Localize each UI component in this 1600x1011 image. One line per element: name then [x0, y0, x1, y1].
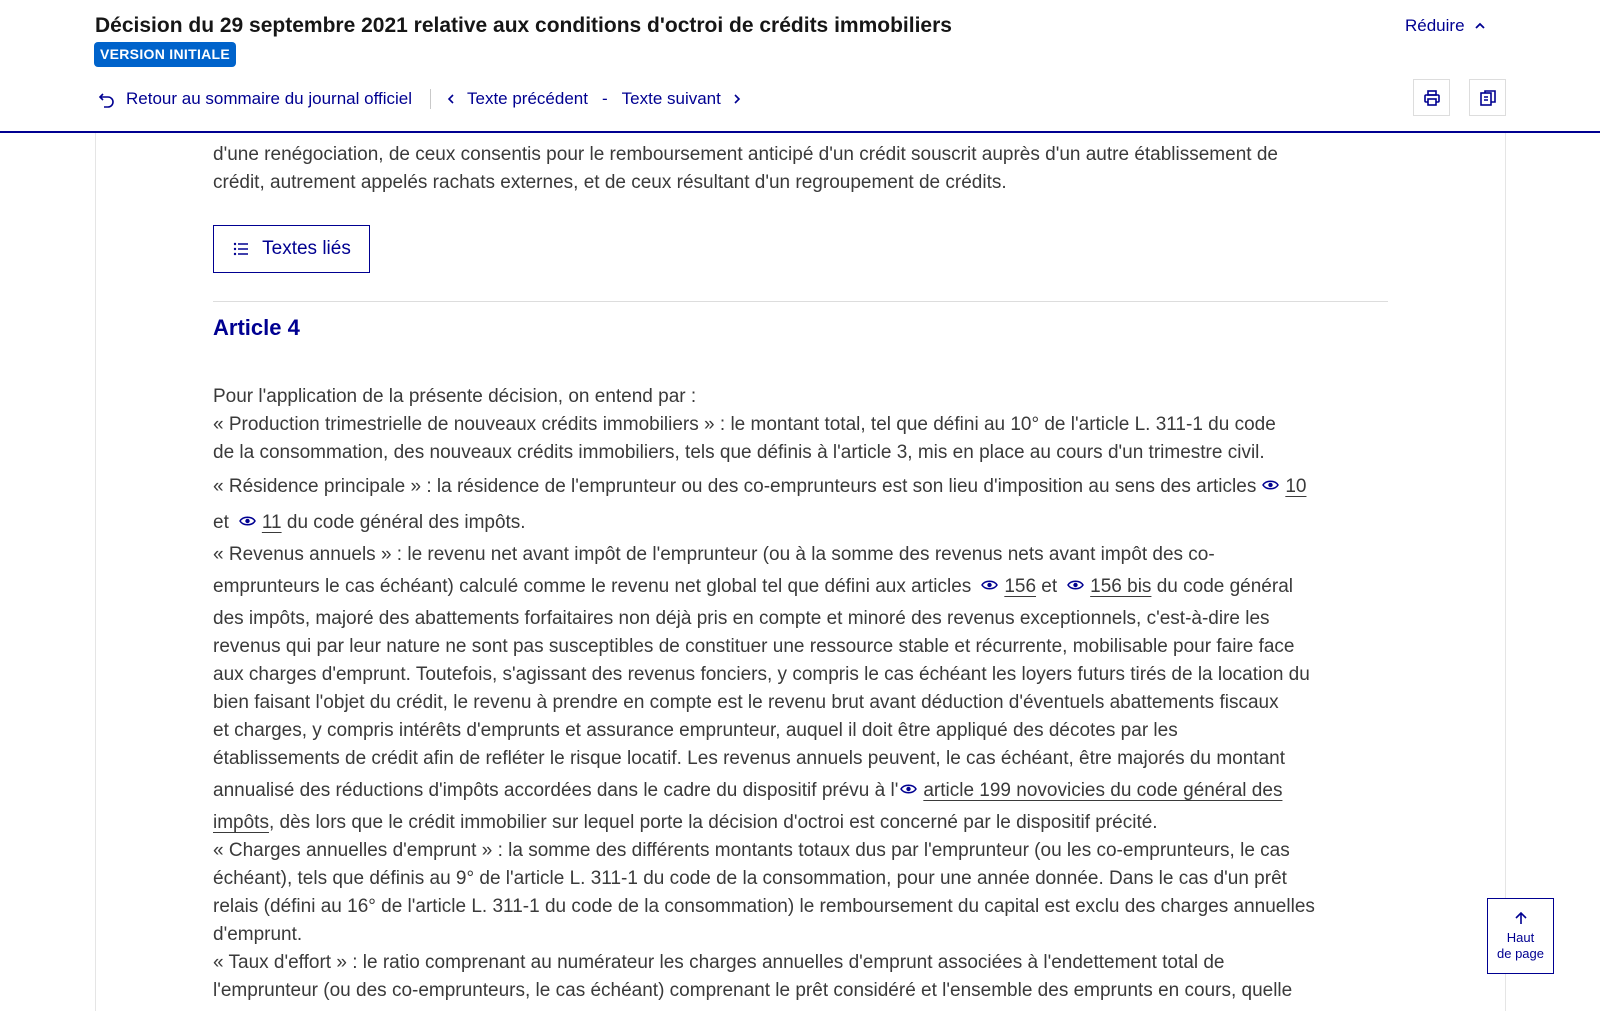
text-fragment: du code général des impôts. — [286, 512, 526, 533]
article-title: Article 4 — [213, 315, 300, 340]
back-to-summary-link[interactable] — [98, 89, 412, 109]
arrow-up-icon — [1513, 910, 1529, 926]
version-badge: VERSION INITIALE — [94, 42, 236, 67]
text-line: « Production trimestrielle de nouveaux crédits immobiliers » : le montant total, tel que défini au 10° de l'article L. 311-1 du code — [213, 414, 1276, 435]
eye-icon — [900, 783, 917, 795]
text-line — [213, 773, 1388, 809]
text-fragment: annualisé des réductions d'impôts accordées dans le cadre du dispositif prévu à l' — [213, 780, 899, 801]
nav-divider — [430, 89, 431, 109]
undo-arrow-icon — [98, 90, 116, 108]
text-fragment: du code général — [1156, 576, 1293, 597]
text-line: revenus qui par leur nature ne sont pas susceptibles de constituer une ressource stable et récurrente, mobilisable pour faire face — [213, 636, 1295, 657]
previous-text-link[interactable] — [445, 89, 588, 109]
text-line: crédit, autrement appelés rachats externes, et de ceux résultant d'un regroupement de crédits. — [213, 172, 1007, 193]
print-button[interactable] — [1413, 79, 1450, 116]
copy-icon — [1479, 89, 1497, 107]
copy-button[interactable] — [1469, 79, 1506, 116]
text-line: d'emprunt. — [213, 924, 303, 945]
article-156-bis-link[interactable]: 156 bis — [1090, 576, 1152, 597]
linked-texts-button[interactable] — [213, 225, 370, 273]
previous-text-label: Texte précédent — [467, 89, 588, 108]
reduce-button[interactable] — [1405, 16, 1487, 36]
printer-icon — [1423, 89, 1441, 107]
text-line — [213, 471, 1388, 503]
text-line: aux charges d'emprunt. Toutefois, s'agissant des revenus fonciers, y compris le cas échéant les loyers futurs tirés de la location du — [213, 664, 1310, 685]
eye-icon — [981, 579, 998, 591]
text-fragment: , dès lors que le crédit immobilier sur lequel porte la décision d'octroi est concerné par le dispositif précité. — [268, 812, 1158, 833]
text-line: l'emprunteur (ou des co-emprunteurs, le cas échéant) comprenant le prêt considéré et l'ensemble des emprunts en cours, quelle — [213, 980, 1293, 1001]
eye-icon — [239, 515, 256, 527]
chevron-up-icon — [1473, 19, 1487, 33]
nav-dash: - — [601, 89, 608, 108]
next-text-label: Texte suivant — [621, 89, 721, 108]
article-199-novovicies-link[interactable]: article 199 novovicies du code général des — [923, 780, 1283, 801]
text-line: échéant), tels que définis au 9° de l'article L. 311-1 du code de la consommation, pour une année donnée. Dans le cas d'un prêt — [213, 868, 1287, 889]
next-text-link[interactable] — [622, 89, 743, 109]
text-line: bien faisant l'objet du crédit, le revenu à prendre en compte est le revenu brut avant déduction d'éventuels abattements fiscaux — [213, 692, 1279, 713]
back-to-top-line1: Haut — [1506, 930, 1535, 945]
article-156-link[interactable]: 156 — [1004, 576, 1037, 597]
sticky-header — [0, 0, 1600, 133]
reduce-label: Réduire — [1405, 16, 1465, 35]
linked-texts-label: Textes liés — [262, 238, 351, 259]
intro-paragraph — [213, 141, 1388, 197]
eye-icon — [1262, 479, 1279, 491]
text-fragment: « Résidence principale » : la résidence de l'emprunteur ou des co-emprunteurs est son lieu d'imposition au sens des articles — [213, 476, 1257, 497]
section-divider — [213, 301, 1388, 302]
text-line: d'une renégociation, de ceux consentis pour le remboursement anticipé d'un crédit souscrit auprès d'un autre établissement de — [213, 144, 1278, 165]
article-body — [213, 383, 1388, 1005]
document-title: Décision du 29 septembre 2021 relative aux conditions d'octroi de crédits immobiliers — [95, 14, 952, 37]
back-to-top-button[interactable] — [1487, 898, 1554, 974]
article-11-link[interactable]: 11 — [261, 512, 282, 533]
text-navigation — [98, 86, 743, 112]
chevron-right-icon — [731, 93, 743, 105]
text-line: « Taux d'effort » : le ratio comprenant au numérateur les charges annuelles d'emprunt associées à l'endettement total de — [213, 952, 1225, 973]
text-line: « Charges annuelles d'emprunt » : la somme des différents montants totaux dus par l'emprunteur (ou les co-emprunteurs, le cas — [213, 840, 1290, 861]
eye-icon — [1067, 579, 1084, 591]
text-line: « Revenus annuels » : le revenu net avant impôt de l'emprunteur (ou à la somme des revenus nets avant impôt des co- — [213, 544, 1215, 565]
text-line — [213, 507, 1388, 539]
list-icon — [232, 240, 250, 258]
text-fragment: emprunteurs le cas échéant) calculé comme le revenu net global tel que défini aux articles — [213, 576, 972, 597]
text-line — [213, 809, 1388, 837]
text-line: et charges, y compris intérêts d'emprunts et assurance emprunteur, auquel il doit être appliqué des décotes par les — [213, 720, 1178, 741]
back-to-top-line2: de page — [1497, 946, 1544, 961]
back-link-label: Retour au sommaire du journal officiel — [126, 89, 412, 108]
text-line: Pour l'application de la présente décision, on entend par : — [213, 386, 697, 407]
text-line: relais (défini au 16° de l'article L. 311-1 du code de la consommation) le remboursement du capital est exclu des charges annuelles — [213, 896, 1315, 917]
article-199-novovicies-link-end[interactable]: impôts — [213, 812, 269, 833]
article-10-link[interactable]: 10 — [1285, 476, 1307, 497]
text-fragment: et — [1041, 576, 1058, 597]
text-line: de la consommation, des nouveaux crédits immobiliers, tels que définis à l'article 3, mis en place au cours d'un trimestre civil. — [213, 442, 1265, 463]
chevron-left-icon — [445, 93, 457, 105]
text-fragment: et — [213, 512, 229, 533]
text-line: établissements de crédit afin de refléter le risque locatif. Les revenus annuels peuvent, le cas échéant, être majorés du montant — [213, 748, 1285, 769]
text-line — [213, 569, 1388, 605]
text-line: des impôts, majoré des abattements forfaitaires non déjà pris en compte et minoré des revenus exceptionnels, c'est-à-dire les — [213, 608, 1270, 629]
